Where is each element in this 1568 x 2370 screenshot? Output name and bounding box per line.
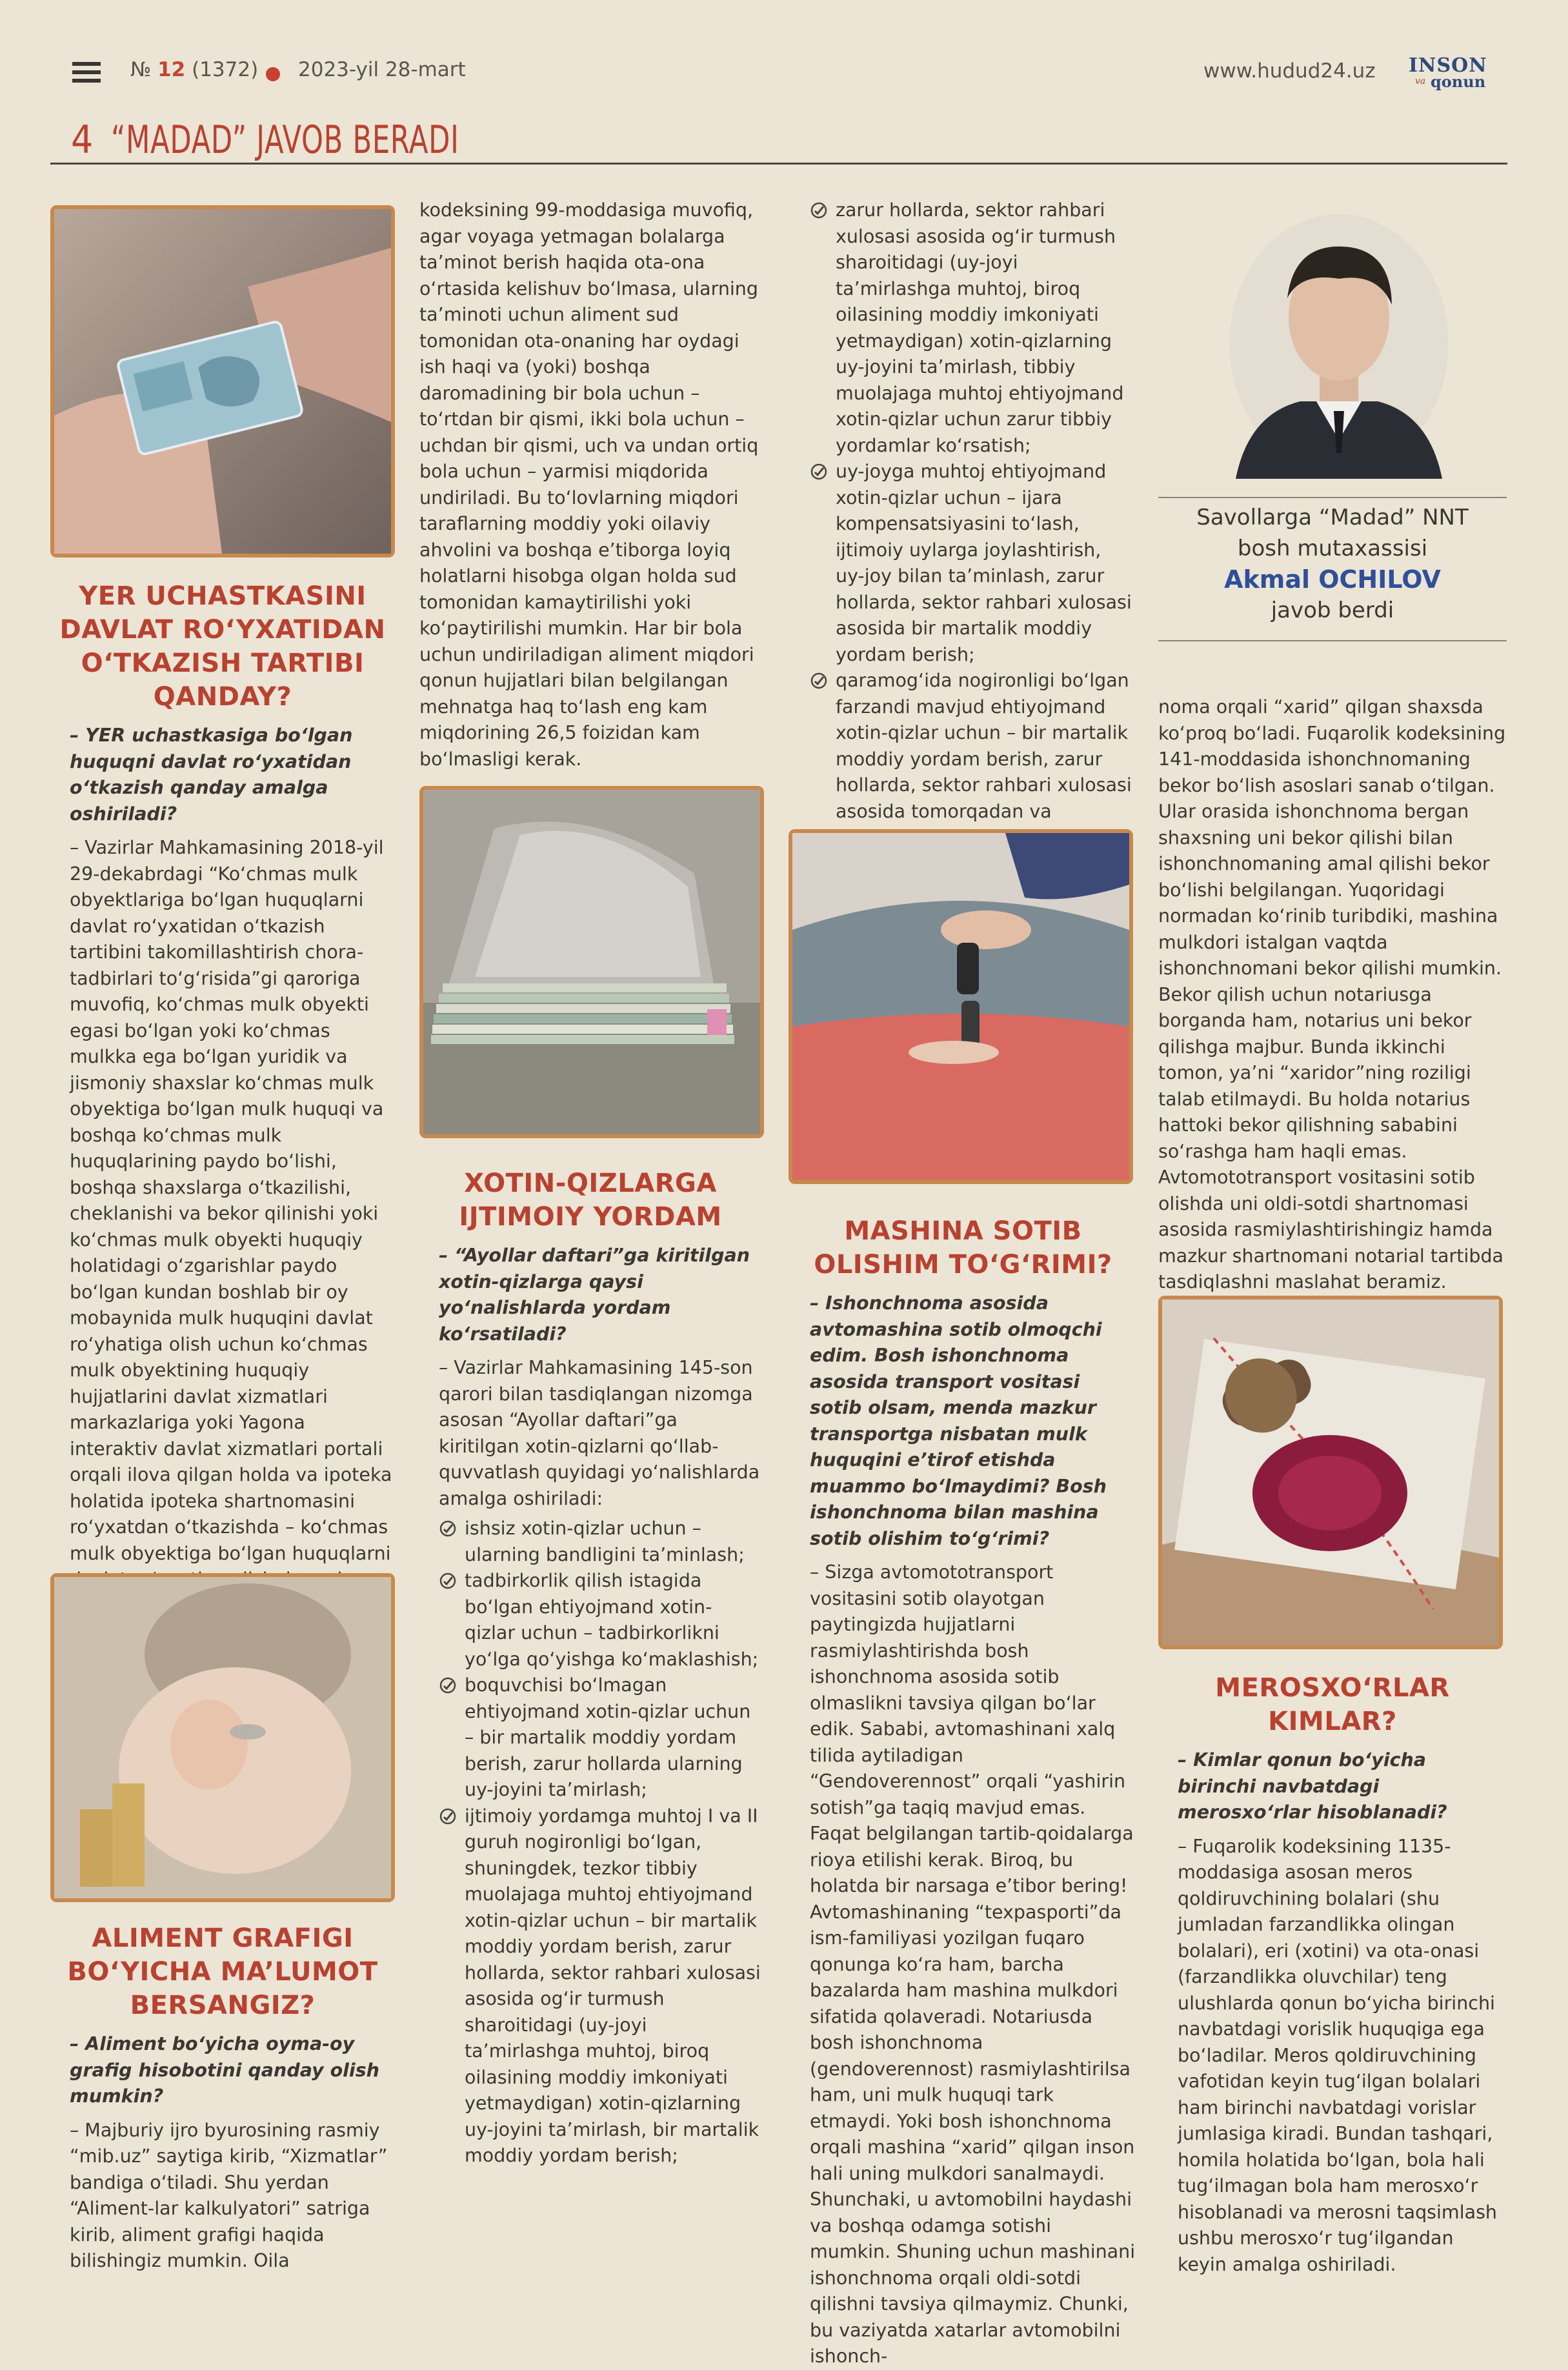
- photo-wax-seal: [1158, 1296, 1503, 1649]
- list-item: [439, 1568, 761, 1672]
- list-item-text: uy-joyga muhtoj ehtiyojmand xotin-qizlar uchun – ijara kompensatsiyasini to‘lash, ijtimoiy uylarga joylashtirish, uy-joy bilan ta’minlash, zarur hollarda, sektor rahbari xulosasi asosida bir martalik moddiy yordam berish;: [836, 461, 1132, 665]
- article5-text: [1158, 1671, 1507, 2278]
- article3-intro: – Vazirlar Mahkamasining 145-son qarori bilan tasdiqlangan nizomga asosan “Ayollar daftari”ga kiritilgan xotin-qizlarni qo‘llab-quvvatlash quyidagi yo‘nalishlarda amalga oshiriladi:: [439, 1357, 760, 1509]
- page-number: 4: [71, 117, 94, 163]
- check-circle-icon: [439, 1676, 457, 1694]
- article4-question: – Ishonchnoma asosida avtomashina sotib olmoqchi edim. Bosh ishonchnoma asosida transport vositasi sotib olsam, menda mazkur transportga nisbatan mulk huquqini e’tirof etishda muammo bo‘lmaydimi? Bosh ishonchnoma bilan mashina sotib olishim to‘g‘rimi?: [810, 1292, 1107, 1549]
- list-item-text: qaramog‘ida nogironligi bo‘lgan farzandi mavjud ehtiyojmand xotin-qizlar uchun – bir martalik moddiy yordam berish, zarur hollarda, sektor rahbari xulosasi asosida tomorqadan va: [836, 670, 1132, 822]
- article3-question: – “Ayollar daftari”ga kiritilgan xotin-qizlarga qaysi yo‘nalishlarda yordam ko‘rsatiladi?: [439, 1245, 750, 1345]
- issue-date: 2023-yil 28-mart: [298, 58, 466, 81]
- list-item-text: tadbirkorlik qilish istagida bo‘lgan ehtiyojmand xotin-qizlar uchun – tadbirkorlikni yo‘lga qo‘yishga ko‘maklashish;: [465, 1570, 759, 1670]
- issue-num: 12: [157, 58, 186, 81]
- photo-documents: [419, 786, 764, 1138]
- check-circle-icon: [810, 463, 828, 481]
- photo-car-keys: [789, 829, 1133, 1184]
- check-circle-icon: [439, 1520, 457, 1538]
- expert-line3: javob berdi: [1271, 598, 1394, 623]
- article2-answer: – Majburiy ijro byurosining rasmiy “mib.uz” saytiga kirib, “Xizmatlar” bandiga o‘tiladi. Shu yerdan “Aliment-lar kalkulyatori” satriga kirib, aliment grafigi haqida bilishingiz mumkin. Oila: [70, 2119, 388, 2271]
- issue-prefix: №: [130, 58, 152, 81]
- article4-text: [790, 1214, 1136, 2370]
- article4-answer: – Sizga avtomototransport vositasini sotib olayotgan paytingizda hujjatlarni rasmiylashtirishda bosh ishonchnoma asosida sotib olmaslikni tavsiya qilgan bo‘lar edik. Sababi, avtomashinani xalq tilida aytiladigan “Gendoverennost” orqali “yashirin sotish”ga taqiq mavjud emas. Faqat belgilangan tartib-qoidalarga rioya etilishi kerak. Biroq, bu holatda bir narsaga e’tibor bering! Avtomashinaning “texpasporti”da ism-familiyasi yozilgan fuqaro qonunga ko‘ra ham, barcha bazalarda ham mashina mulkdori sifatida qolaveradi. Notariusda bosh ishonchnoma (gendoverennost) rasmiylashtirilsa ham, uni mulk huquqi tark etmaydi. Yoki bosh ishonchnoma orqali mashina “xarid” qilgan inson hali uning mulkdori sanalmaydi. Shunchaki, u avtomobilni haydashi va boshqa odamga sotishi mumkin. Shuning uchun mashinani ishonchnoma orqali oldi-sotdi qilishni tavsiya qilmaymiz. Chunki, bu vaziyatda xatarlar avtomobilni ishonch-: [810, 1562, 1136, 2367]
- page-header: [71, 53, 1507, 98]
- article3-continuation: [790, 197, 1136, 903]
- article3-text: [419, 1167, 761, 2169]
- article2-continuation: [419, 197, 761, 772]
- header-rule: [50, 163, 1507, 165]
- article4-continuation: [1158, 694, 1507, 1296]
- website-link[interactable]: www.hudud24.uz: [1203, 59, 1376, 83]
- check-circle-icon: [810, 672, 828, 690]
- list-item: [439, 1672, 761, 1803]
- list-item: [439, 1803, 761, 2169]
- check-circle-icon: [810, 201, 828, 219]
- check-circle-icon: [439, 1807, 457, 1825]
- separator-dot: [266, 67, 280, 81]
- list-item: [790, 197, 1136, 459]
- section-name: “MADAD” JAVOB BERADI: [111, 117, 459, 163]
- article2-question: – Aliment bo‘yicha oyma-oy grafig hisobotini qanday olish mumkin?: [70, 2033, 379, 2107]
- article3-list: [419, 1516, 761, 2169]
- list-item-text: zarur hollarda, sektor rahbari xulosasi asosida og‘ir turmush sharoitidagi (uy-joyi ta’mirlashga muhtoj, biroq oilasining moddiy imkoniyati yetmaydigan) xotin-qizlarning uy-joyini ta’mirlash, tibbiy muolajaga muhtoj ehtiyojmand xotin-qizlar uchun zarur tibbiy yordamlar ko‘rsatish;: [836, 199, 1124, 456]
- article3-headline: XOTIN-QIZLARGA IJTIMOIY YORDAM: [459, 1169, 722, 1232]
- expert-name: Akmal OCHILOV: [1224, 565, 1441, 594]
- list-item: [439, 1516, 761, 1568]
- article5-question: – Kimlar qonun bo‘yicha birinchi navbatdagi merosxo‘rlar hisoblanadi?: [1178, 1749, 1447, 1823]
- photo-baby-coins: [50, 1573, 395, 1902]
- article5-headline: MEROSXO‘RLAR KIMLAR?: [1215, 1673, 1450, 1736]
- article2-continuation-text: kodeksining 99-moddasiga muvofiq, agar voyaga yetmagan bolalarga ta’minot berish haqida ota-ona o‘rtasida kelishuv bo‘lmasa, ularning ta’minoti uchun aliment sud tomonidan ota-onaning har oydagi ish haqi va (yoki) boshqa daromadining bir bola uchun – to‘rtdan bir qismi, ikki bola uchun – uchdan bir qismi, uch va undan ortiq bola uchun – yarmisi miqdorida undiriladi. Bu to‘lovlarning miqdori taraflarning moddiy yoki oilaviy ahvolini va boshqa e’tiborga loyiq holatlarni hisobga olgan holda sud tomonidan kamaytirilishi yoki ko‘paytirilishi mumkin. Har bir bola uchun undiriladigan aliment miqdori qonun hujjatlari bilan belgilangan mehnatga haq to‘lash eng kam miqdorining 26,5 foizidan kam bo‘lmasligi kerak.: [419, 199, 759, 770]
- expert-caption: [1158, 502, 1507, 626]
- caption-rule-top: [1158, 497, 1507, 498]
- logo-bottom: qonun: [1431, 72, 1486, 91]
- issue-total: (1372): [192, 58, 259, 81]
- article1-question: – YER uchastkasiga bo‘lgan huquqni davlat ro‘yxatidan o‘tkazish qanday amalga oshiriladi?: [70, 725, 353, 825]
- article2-text: [50, 1922, 395, 2275]
- article1-text: [50, 579, 395, 1645]
- article1-answer: – Vazirlar Mahkamasining 2018-yil 29-dekabrdagi “Ko‘chmas mulk obyektlariga bo‘lgan huquqlarni davlat ro‘yxatidan o‘tkazish tartibini takomillashtirish chora-tadbirlari to‘g‘risida”gi qaroriga muvofiq, ko‘chmas mulk obyekti egasi bo‘lgan yoki ko‘chmas mulkka ega bo‘lgan yuridik va jismoniy shaxslar ko‘chmas mulk obyektiga bo‘lgan mulk huquqi va boshqa ko‘chmas mulk huquqlarining paydo bo‘lishi, boshqa shaxslarga o‘tkazilishi, cheklanishi va bekor qilinishi yoki ko‘chmas mulk obyekti huquqiy holatidagi o‘zgarishlar paydo bo‘lgan kundan boshlab bir oy mobaynida mulk huquqini davlat ro‘yhatiga olish uchun ko‘chmas mulk obyektining huquqiy hujjatlarini davlat xizmatlari markazlariga yoki Yagona interaktiv davlat xizmatlari portali orqali ilova qilgan holda va ipoteka holatida ipoteka shartnomasini ro‘yxatdan o‘tkazishda – ko‘chmas mulk obyektiga bo‘lgan huquqlarni: [70, 837, 392, 1564]
- article4-headline: MASHINA SOTIB OLISHIM TO‘G‘RIMI?: [814, 1216, 1112, 1280]
- newspaper-logo: [1403, 54, 1494, 93]
- list-item-text: ijtimoiy yordamga muhtoj I va II guruh nogironligi bo‘lgan, shuningdek, tezkor tibbiy muolajaga muhtoj ehtiyojmand xotin-qizlar uchun – bir martalik moddiy yordam berish, zarur hollarda, sektor rahbari xulosasi asosida og‘ir turmush sharoitidagi (uy-joyi ta’mirlashga muhtoj, biroq oilasining moddiy imkoniyati yetmaydigan) xotin-qizlarning uy-joyini ta’mirlash, bir martalik moddiy yordam berish;: [465, 1805, 761, 2166]
- list-item-text: boquvchisi bo‘lmagan ehtiyojmand xotin-qizlar uchun – bir martalik moddiy yordam berish, zarur hollarda ularning uy-joyini ta’mirlash;: [465, 1674, 751, 1800]
- logo-top: INSON: [1409, 54, 1487, 77]
- article1-headline: YER UCHASTKASINI DAVLAT RO‘YXATIDAN O‘TKAZISH TARTIBI QANDAY?: [59, 581, 386, 712]
- expert-portrait: [1223, 208, 1455, 479]
- issue-number: [130, 58, 258, 81]
- article5-answer: – Fuqarolik kodeksining 1135-moddasiga asosan meros qoldiruvchining bolalari (shu jumladan farzandlikka olingan bolalari), eri (xotini) va ota-onasi (farzandlikka oluvchilar) teng ulushlarda qonun bo‘yicha birinchi navbatdagi vorislik huquqiga ega bo‘ladilar. Meros qoldiruvchining vafotidan keyin tug‘ilgan bolalari ham birinchi navbatdagi vorislar jumlasiga kiradi. Bundan tashqari, homila holatida bo‘lgan, bola hali tug‘ilmagan bola ham merosxo‘r hisoblanadi va merosni taqsimlash ushbu merosxo‘r tug‘ilgandan keyin amalga oshiriladi.: [1178, 1835, 1497, 2275]
- expert-line1: Savollarga “Madad” NNT: [1196, 505, 1469, 530]
- photo-land-card: [50, 205, 395, 557]
- logo-mid: va: [1415, 76, 1426, 86]
- menu-icon[interactable]: [72, 62, 101, 83]
- article4-continuation-text: noma orqali “xarid” qilgan shaxsda ko‘proq bo‘ladi. Fuqarolik kodeksining 141-moddasida ishonchnomaning bekor bo‘lish asoslari sanab o‘tilgan. Ular orasida ishonchnoma bergan shaxsning uni bekor qilishi bilan ishonchnomaning amal qilishi bekor bo‘lishi belgilangan. Yuqoridagi normadan ko‘rinib turibdiki, mashina mulkdori istalgan vaqtda ishonchnomani bekor qilishi mumkin. Bekor qilish uchun notariusga borganda ham, notarius uni bekor qilishga majbur. Bunda ikkinchi tomon, ya’ni “xaridor”ning roziligi talab etilmaydi. Bu holda notarius hattoki bekor qilishning sababini so‘rashga ham haqli emas. Avtomototransport vositasini sotib olishda uni oldi-sotdi shartnomasi asosida rasmiylashtirishingiz hamda mazkur shartnomani notarial tartibda tasdiqlashni maslahat beramiz.: [1158, 696, 1506, 1292]
- section-title: [71, 111, 595, 163]
- expert-line2: bosh mutaxassisi: [1237, 536, 1428, 561]
- check-circle-icon: [439, 1572, 457, 1590]
- article3-list-continued: [790, 197, 1136, 903]
- article2-headline: ALIMENT GRAFIGI BO‘YICHA MA’LUMOT BERSANGIZ?: [67, 1923, 378, 2020]
- list-item: [790, 459, 1136, 668]
- list-item-text: ishsiz xotin-qizlar uchun – ularning bandligini ta’minlash;: [465, 1518, 745, 1565]
- caption-rule-bottom: [1158, 640, 1507, 641]
